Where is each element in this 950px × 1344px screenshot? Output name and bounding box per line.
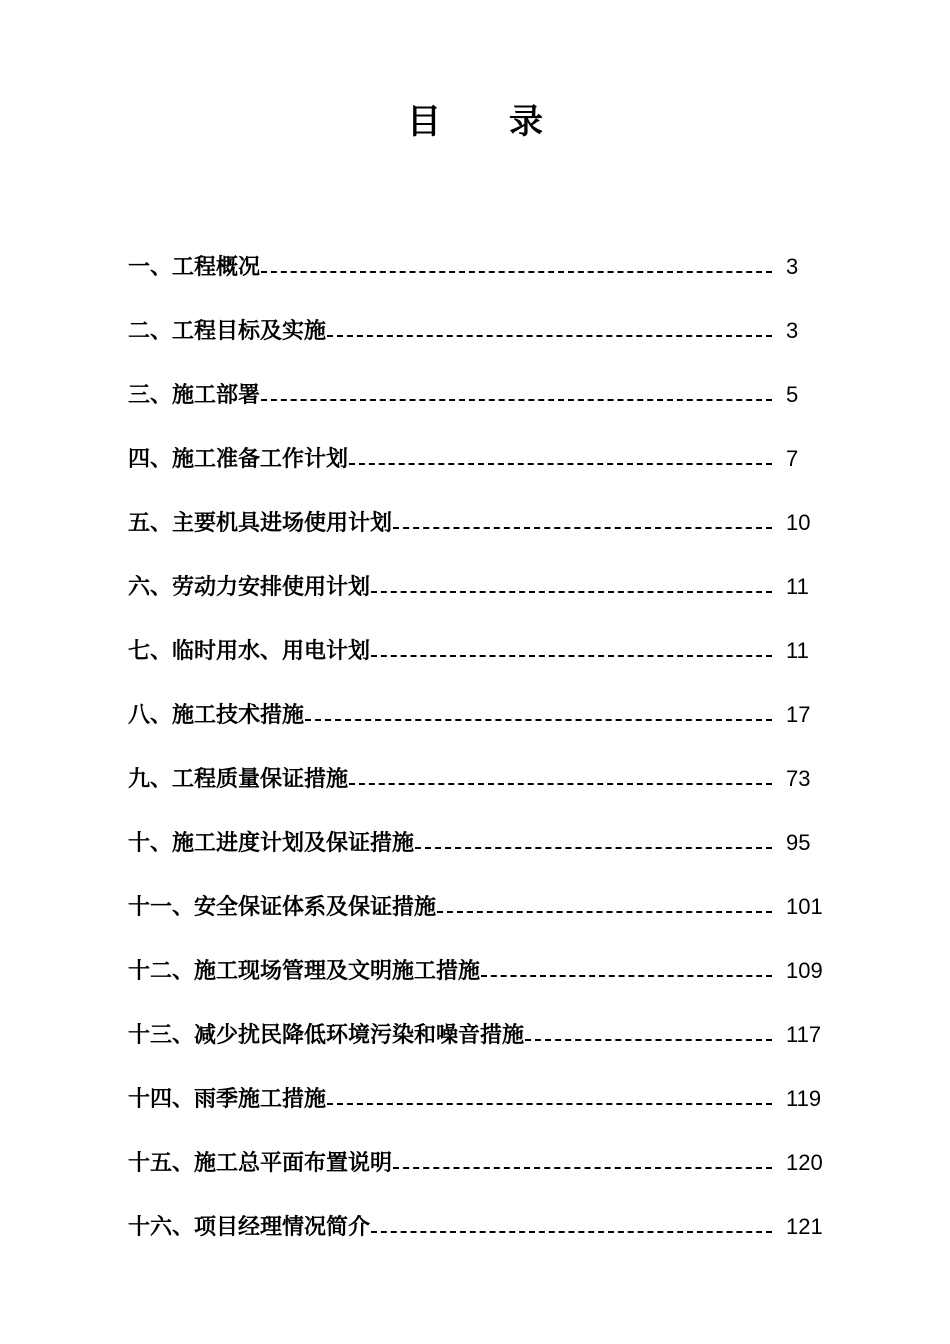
page-title-char-1: 目 xyxy=(407,102,441,142)
toc-entry-leader xyxy=(393,1167,772,1169)
toc-entry[interactable] xyxy=(128,948,828,988)
toc-entry-page: 121 xyxy=(786,1214,823,1239)
toc-entry-label: 三、施工部署 xyxy=(128,382,261,408)
toc-entry-label: 十一、安全保证体系及保证措施 xyxy=(128,894,437,920)
toc-entry-page: 7 xyxy=(786,446,799,471)
toc-entry-leader xyxy=(327,335,772,337)
toc-entry-leader xyxy=(371,1231,772,1233)
toc-entry-leader xyxy=(371,655,772,657)
toc-entry-page: 10 xyxy=(786,510,811,535)
toc-entry-label: 一、工程概况 xyxy=(128,254,261,280)
toc-entry[interactable] xyxy=(128,628,828,668)
toc-entry-page: 119 xyxy=(786,1086,822,1111)
toc-entry-page: 117 xyxy=(786,1022,822,1047)
toc-entry-page: 5 xyxy=(786,382,799,407)
toc-entry-label: 十四、雨季施工措施 xyxy=(128,1086,327,1112)
toc-entry-label: 五、主要机具进场使用计划 xyxy=(128,510,393,536)
toc-entry-leader xyxy=(437,911,772,913)
toc-entry-label: 四、施工准备工作计划 xyxy=(128,446,349,472)
toc-entry[interactable] xyxy=(128,820,828,860)
toc-entry-label: 十五、施工总平面布置说明 xyxy=(128,1150,393,1176)
toc-entry-leader xyxy=(349,783,772,785)
toc-entry-leader xyxy=(371,591,772,593)
toc-entry-leader xyxy=(305,719,772,721)
toc-entry-page: 95 xyxy=(786,830,811,855)
toc-entry-label: 八、施工技术措施 xyxy=(128,702,305,728)
toc-entry-leader xyxy=(481,975,772,977)
toc-entry-page: 120 xyxy=(786,1150,823,1175)
toc-entry-label: 六、劳动力安排使用计划 xyxy=(128,574,371,600)
toc-entry-label: 十三、减少扰民降低环境污染和噪音措施 xyxy=(128,1022,525,1048)
toc-entry-page: 3 xyxy=(786,318,799,343)
toc-entry[interactable] xyxy=(128,1140,828,1180)
toc-entry[interactable] xyxy=(128,1076,828,1116)
toc-entry-label: 十、施工进度计划及保证措施 xyxy=(128,830,415,856)
toc-entry-page: 109 xyxy=(786,958,823,983)
toc-entry-page: 3 xyxy=(786,254,799,279)
toc-entry[interactable] xyxy=(128,244,828,284)
toc-entry-leader xyxy=(349,463,772,465)
toc-entry-label: 十六、项目经理情况简介 xyxy=(128,1214,371,1240)
toc-entry-page: 73 xyxy=(786,766,811,791)
toc-entry[interactable] xyxy=(128,564,828,604)
toc-entry-page: 101 xyxy=(786,894,823,919)
toc-entry[interactable] xyxy=(128,1012,828,1052)
toc-entry[interactable] xyxy=(128,308,828,348)
toc-entry-page: 11 xyxy=(786,574,809,599)
toc-entry[interactable] xyxy=(128,1204,828,1244)
toc-entry-label: 七、临时用水、用电计划 xyxy=(128,638,371,664)
toc-entry-leader xyxy=(393,527,772,529)
toc-entry[interactable] xyxy=(128,692,828,732)
toc-entry-leader xyxy=(415,847,772,849)
toc-entry[interactable] xyxy=(128,756,828,796)
page-title xyxy=(0,98,950,146)
toc-entry-leader xyxy=(525,1039,772,1041)
toc-entry[interactable] xyxy=(128,372,828,412)
toc-entry-leader xyxy=(327,1103,772,1105)
toc-entry[interactable] xyxy=(128,884,828,924)
toc-entry-label: 九、工程质量保证措施 xyxy=(128,766,349,792)
toc-entry-leader xyxy=(261,271,772,273)
page-title-char-2: 录 xyxy=(509,102,543,142)
toc-entry-leader xyxy=(261,399,772,401)
toc-entry-page: 17 xyxy=(786,702,811,727)
toc-entry-label: 二、工程目标及实施 xyxy=(128,318,327,344)
toc-entry-label: 十二、施工现场管理及文明施工措施 xyxy=(128,958,481,984)
toc-entry[interactable] xyxy=(128,436,828,476)
toc-entry[interactable] xyxy=(128,500,828,540)
toc-entry-page: 11 xyxy=(786,638,809,663)
